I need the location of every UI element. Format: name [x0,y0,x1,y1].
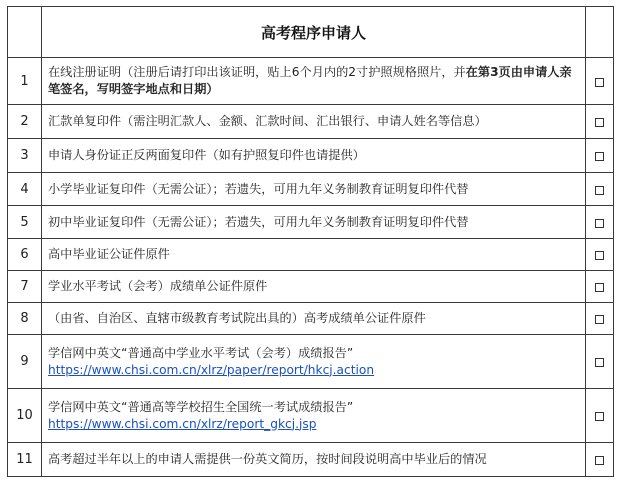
row-number: 7 [8,271,42,303]
row-number: 9 [8,335,42,389]
application-checklist-table [7,6,614,477]
table-row [8,335,614,389]
table-row [8,58,614,105]
row-description: （由省、自治区、直辖市级教育考试院出具的）高考成绩单公证件原件 [42,303,586,335]
checkbox[interactable] [595,118,604,127]
row-number: 3 [8,139,42,173]
row-description: 申请人身份证正反两面复印件（如有护照复印件也请提供） [42,139,586,173]
row-text: 在线注册证明（注册后请打印出该证明，贴上6个月内的2寸护照规格照片，并 [48,65,466,79]
row-number: 11 [8,443,42,477]
row-number: 5 [8,206,42,239]
table-row [8,173,614,206]
report-link[interactable]: https://www.chsi.com.cn/xlrz/paper/report/hkcj.action [48,362,375,377]
header-num-cell [8,7,42,58]
row-description: 汇款单复印件（需注明汇款人、金额、汇款时间、汇出银行、申请人姓名等信息） [42,105,586,139]
row-text-bold: 在第3页由申请人亲笔签名，写明签字地点和日期） [48,65,572,96]
checkbox[interactable] [595,219,604,228]
row-description: 高中毕业证公证件原件 [42,239,586,271]
table-row [8,206,614,239]
row-text: 学信网中英文“普通高等学校招生全国统一考试成绩报告” [48,399,354,414]
row-number: 6 [8,239,42,271]
table-row [8,303,614,335]
row-text: 学信网中英文“普通高中学业水平考试（会考）成绩报告” [48,345,354,360]
checkbox[interactable] [595,358,604,367]
table-row [8,271,614,303]
table-row [8,105,614,139]
table-title: 高考程序申请人 [42,7,586,58]
checkbox[interactable] [595,456,604,465]
report-link[interactable]: https://www.chsi.com.cn/xlrz/report_gkcj.jsp [48,416,317,431]
table-row [8,139,614,173]
row-description [42,58,586,105]
row-description: 高考超过半年以上的申请人需提供一份英文简历，按时间段说明高中毕业后的情况 [42,443,586,477]
row-number: 1 [8,58,42,105]
table-row [8,389,614,443]
table-header-row [8,7,614,58]
checkbox[interactable] [595,186,604,195]
row-description [42,389,586,443]
row-description: 初中毕业证复印件（无需公证）；若遗失，可用九年义务制教育证明复印件代替 [42,206,586,239]
row-description: 学业水平考试（会考）成绩单公证件原件 [42,271,586,303]
checkbox[interactable] [595,315,604,324]
row-description [42,335,586,389]
row-description: 小学毕业证复印件（无需公证）；若遗失，可用九年义务制教育证明复印件代替 [42,173,586,206]
checkbox[interactable] [595,283,604,292]
checkbox[interactable] [595,78,604,87]
header-box-cell [586,7,614,58]
row-number: 10 [8,389,42,443]
row-number: 8 [8,303,42,335]
table-row [8,239,614,271]
checkbox[interactable] [595,412,604,421]
checkbox[interactable] [595,152,604,161]
row-number: 4 [8,173,42,206]
table-row [8,443,614,477]
checkbox[interactable] [595,251,604,260]
row-number: 2 [8,105,42,139]
